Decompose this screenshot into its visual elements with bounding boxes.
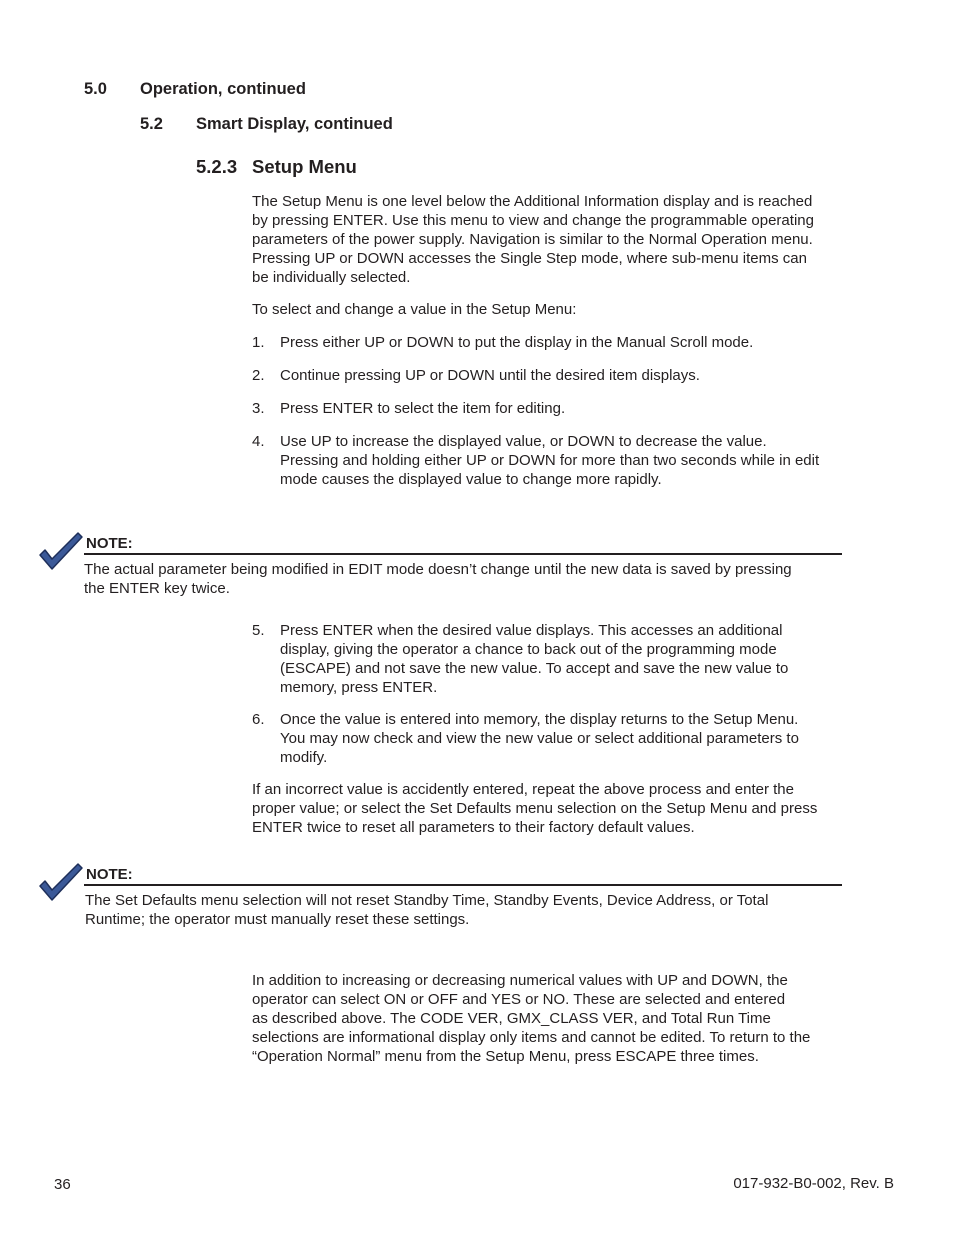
step-line: (ESCAPE) and not save the new value. To accept and save the new value to (280, 660, 789, 677)
step-item (252, 432, 852, 492)
note-line: Runtime; the operator must manually reset these settings. (85, 911, 470, 928)
note-line: The Set Defaults menu selection will not reset Standby Time, Standby Events, Device Address, or Total (85, 892, 769, 909)
paragraph-line: selections are informational display only items and cannot be edited. To return to the (252, 1029, 811, 1046)
step-text (280, 432, 845, 489)
step-number: 4. (252, 433, 265, 450)
paragraph-line: If an incorrect value is accidently entered, repeat the above process and enter the (252, 781, 794, 798)
note-divider (84, 884, 842, 886)
paragraph-line: operator can select ON or OFF and YES or NO. These are selected and entered (252, 991, 786, 1008)
step-text (280, 710, 845, 767)
step-line: Press ENTER to select the item for editing. (280, 400, 566, 417)
step-item (252, 333, 852, 353)
paragraph-line: ENTER twice to reset all parameters to their factory default values. (252, 819, 695, 836)
checkmark-icon (38, 531, 84, 573)
step-text (280, 333, 845, 352)
step-line: Press ENTER when the desired value displays. This accesses an additional (280, 622, 783, 639)
paragraph-line: “Operation Normal” menu from the Setup Menu, press ESCAPE three times. (252, 1048, 759, 1065)
subsection-number: 5.2 (140, 115, 163, 133)
note-text (85, 891, 845, 929)
step-number: 3. (252, 400, 265, 417)
paragraph-line: In addition to increasing or decreasing numerical values with UP and DOWN, the (252, 972, 788, 989)
step-text (280, 366, 845, 385)
closing-paragraph (252, 971, 852, 1066)
step-number: 1. (252, 334, 265, 351)
note-label: NOTE: (86, 535, 133, 552)
note-line: the ENTER key twice. (84, 580, 230, 597)
step-line: mode causes the displayed value to change more rapidly. (280, 471, 662, 488)
step-line: Continue pressing UP or DOWN until the desired item displays. (280, 367, 700, 384)
note-text (84, 560, 844, 598)
step-line: memory, press ENTER. (280, 679, 438, 696)
step-item (252, 399, 852, 419)
step-number: 2. (252, 367, 265, 384)
note-label: NOTE: (86, 866, 133, 883)
step-item (252, 621, 852, 701)
intro-line: be individually selected. (252, 269, 411, 286)
step-line: Press either UP or DOWN to put the display in the Manual Scroll mode. (280, 334, 754, 351)
step-text (280, 621, 845, 697)
step-line: Once the value is entered into memory, the display returns to the Setup Menu. (280, 711, 799, 728)
note-divider (84, 553, 842, 555)
step-number: 5. (252, 622, 265, 639)
document-id: 017-932-B0-002, Rev. B (733, 1175, 894, 1192)
step-line: You may now check and view the new value or select additional parameters to (280, 730, 799, 747)
step-text (280, 399, 845, 418)
section-number: 5.0 (84, 80, 107, 98)
intro-line: Pressing UP or DOWN accesses the Single Step mode, where sub-menu items can (252, 250, 807, 267)
intro-line: The Setup Menu is one level below the Additional Information display and is reached (252, 193, 813, 210)
checkmark-icon (38, 862, 84, 904)
subsubsection-title: Setup Menu (252, 156, 357, 177)
subsubsection-number: 5.2.3 (196, 156, 238, 177)
intro-line: parameters of the power supply. Navigation is similar to the Normal Operation menu. (252, 231, 813, 248)
page-number: 36 (54, 1176, 71, 1193)
paragraph-line: as described above. The CODE VER, GMX_CLASS VER, and Total Run Time (252, 1010, 771, 1027)
step-item (252, 710, 852, 770)
intro-paragraph (252, 192, 852, 287)
select-intro: To select and change a value in the Setup Menu: (252, 301, 577, 318)
step-line: display, giving the operator a chance to back out of the programming mode (280, 641, 777, 658)
step-line: modify. (280, 749, 328, 766)
step-number: 6. (252, 711, 265, 728)
incorrect-value-paragraph (252, 780, 852, 837)
step-item (252, 366, 852, 386)
subsection-title: Smart Display, continued (196, 115, 393, 133)
step-line: Pressing and holding either UP or DOWN for more than two seconds while in edit (280, 452, 820, 469)
section-title: Operation, continued (140, 80, 306, 98)
paragraph-line: proper value; or select the Set Defaults menu selection on the Setup Menu and press (252, 800, 818, 817)
step-line: Use UP to increase the displayed value, or DOWN to decrease the value. (280, 433, 767, 450)
intro-line: by pressing ENTER. Use this menu to view and change the programmable operating (252, 212, 814, 229)
note-line: The actual parameter being modified in EDIT mode doesn’t change until the new data is saved by pressing (84, 561, 792, 578)
